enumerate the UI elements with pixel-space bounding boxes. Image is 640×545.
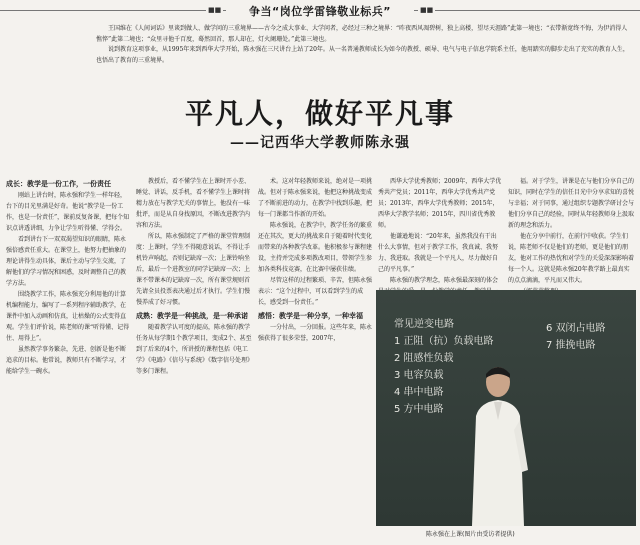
body-paragraph: 所以，陈永强制定了严格的课堂管理制度：上课时，学生不得随意说话，不得让手机铃声响起，否则记缺席一次；上课铃响坐后，最后一个进教室的同学记缺席一次；上课不带课本的记缺席一次，所有课堂规则首先请全员投票表决通过后才执行。学生们慢慢养成了好习惯。	[136, 233, 251, 306]
body-paragraph: 福。对于学生，讲课是在与他们分享自己的知识，同时在学生的信任目光中分享求知的喜悦与幸福；对于同事，通过组织专题教学研讨会与他们分享自己的经验，同时从年轻教师身上汲取新的理念和活力。	[508, 178, 635, 229]
board-line: 常见逆变电路	[394, 319, 454, 330]
teacher-figure	[466, 360, 530, 526]
classroom-photo	[376, 290, 636, 526]
board-line: 2 阻感性负载	[394, 353, 454, 364]
subheadline: ——记西华大学教师陈永强	[230, 135, 410, 151]
body-paragraph: 陈永强的教学理念，陈永强最深刻的体会	[390, 277, 499, 284]
body-paragraph: 虽然教学事务繁杂，先进、创新是他不断追求的目标。他常说，教师只有不断学习，才能给学生一碗水。	[6, 346, 127, 375]
headline: 平凡人，做好平凡事	[184, 97, 455, 130]
column-4	[378, 176, 502, 286]
section-heading: 感悟：教学是一种分享，一种幸福	[258, 312, 363, 320]
body-paragraph: 他在分享中前行，在前行中收获。学生们说，陈老师不仅是他们的老师，更是他们的朋友，他对工作的热忱和对学生的关爱深深影响着每一个人。这就是陈永强20年教学路上最真实的点点滴滴，平凡而又伟大。	[508, 233, 635, 284]
band-ornament-right: ■■	[420, 6, 434, 14]
section-title: 争当“岗位学雷锋敬业标兵”	[226, 3, 414, 19]
section-band	[0, 0, 640, 22]
body-paragraph: 西华大学优秀教师；2009年，西华大学优秀共产党员；2011年，西华大学优秀共产党员；2013年，西华大学优秀教师；2015年，西华大学教学名师；2015年，四川省优秀教师。	[378, 178, 502, 229]
band-ornament-left: ■■	[208, 6, 222, 14]
body-paragraph: 他谦逊地说：“20年来，虽然我没有干出什么大事情，但对于教学工作，我真诚、我努力、我进取。我就是一个平凡人，尽力做好自己的平凡事。”	[378, 233, 499, 273]
section-heading: 成熟：教学是一种挑战，是一种承诺	[136, 312, 248, 320]
column-1	[6, 176, 130, 541]
body-paragraph: 术。这对年轻教师来说，绝对是一项挑战。但对于陈永强来说，他把这种挑战变成了不断前进的动力，在教学中找到乐趣，把每一门课都当作新的开始。	[258, 178, 373, 218]
lede-paragraph: 王国维在《人间词话》里谈到做人、做学问的三重境界——古今之成大事业、大学问者，必经过三种之境界：“昨夜西风凋碧树，独上高楼，望尽天涯路”此第一境也；“衣带渐宽终不悔，为伊消得人憔悴”此第二境也；“众里寻他千百度，蓦然回首，那人却在，灯火阑珊处。”此第三境也。	[96, 25, 628, 43]
blackboard-notes-right	[546, 320, 606, 354]
board-line: 7 推挽电路	[546, 340, 596, 351]
body-paragraph: 尽管这样的过程繁琐、辛苦，但陈永强表示：“这个过程中，可以看到学生的成长，感受到一份责任。”	[258, 277, 373, 306]
body-paragraph: 随着教学认可度的提高，陈永强的教学任务从每学期1个教学项目，变成2个、甚至到了后来的4个，所讲授的课程包括《电工学》《电路》《信号与系统》《数字信号处理》等多门课程。	[136, 324, 254, 375]
board-line: 3 电容负载	[394, 370, 444, 381]
column-5	[508, 176, 634, 286]
column-3	[258, 176, 374, 541]
board-line: 1 正阻（抗）负载电路	[394, 336, 494, 347]
body-paragraph: 看到讲台下一双双渴望知识的眼睛，陈永强倍感责任重大。在课堂上，他努力把抽象的理论讲得生动具体，课后主动与学生交流，了解他们的学习情况和困惑，及时调整自己的教学方法。	[6, 236, 127, 287]
body-paragraph: 一分付出，一分回报。这些年来，陈永强获得了很多荣誉，2007年，	[258, 324, 373, 342]
photo-caption: 陈永强在上课(图片由受访者提供)	[426, 531, 515, 538]
article-lede	[96, 24, 632, 66]
body-paragraph: 围绕教学工作，陈永强充分利用他的计算机编程能力，编写了一系列程序辅助教学，在课件中加入动画和仿真，让枯燥的公式变得直观。学生们评价说，陈老师的课“听得懂、记得住、用得上”。	[6, 291, 130, 342]
body-paragraph: 陈永强说，在教学中，教学任务的繁重还在其次，更大的挑战来自于随着时代变化而带来的各种教学改革。他积极参与课程建设，主持并完成多项教改项目，带领学生参加各类科技竞赛，在比赛中屡获佳绩。	[258, 222, 373, 273]
board-line: 5 方中电路	[394, 404, 444, 415]
body-paragraph: 教授后，看不懂学生在上课时开小差、睡觉、讲话，反手机，看不懂学生上课时将精力放在与教学无关的事情上，他没有一味批评，而是从自身找原因，不断改进教学内容和方法。	[136, 178, 251, 229]
board-line: 4 串中电路	[394, 387, 444, 398]
column-2	[136, 176, 254, 541]
lede-paragraph: 说到教育这项事业，从1995年来到西华大学开始，陈永强在三尺讲台上站了20年。从一名普通教师成长为如今的教授、硕导、电气与电子信息学院系主任，他用踏实的脚步走出了充实的教育人生，也悟出了教育的三重境界。	[96, 46, 629, 64]
section-heading: 成长：教学是一份工作，一份责任	[6, 180, 111, 188]
board-line: 6 双闭占电路	[546, 323, 606, 334]
body-paragraph: 刚站上讲台时，陈永强和学生一样年轻，台下的目光里满是好奇。他说“教学是一份工作，也是一份责任”，课前反复备课，把每个知识点讲透讲细，力争让学生听得懂、学得会。	[6, 192, 130, 232]
